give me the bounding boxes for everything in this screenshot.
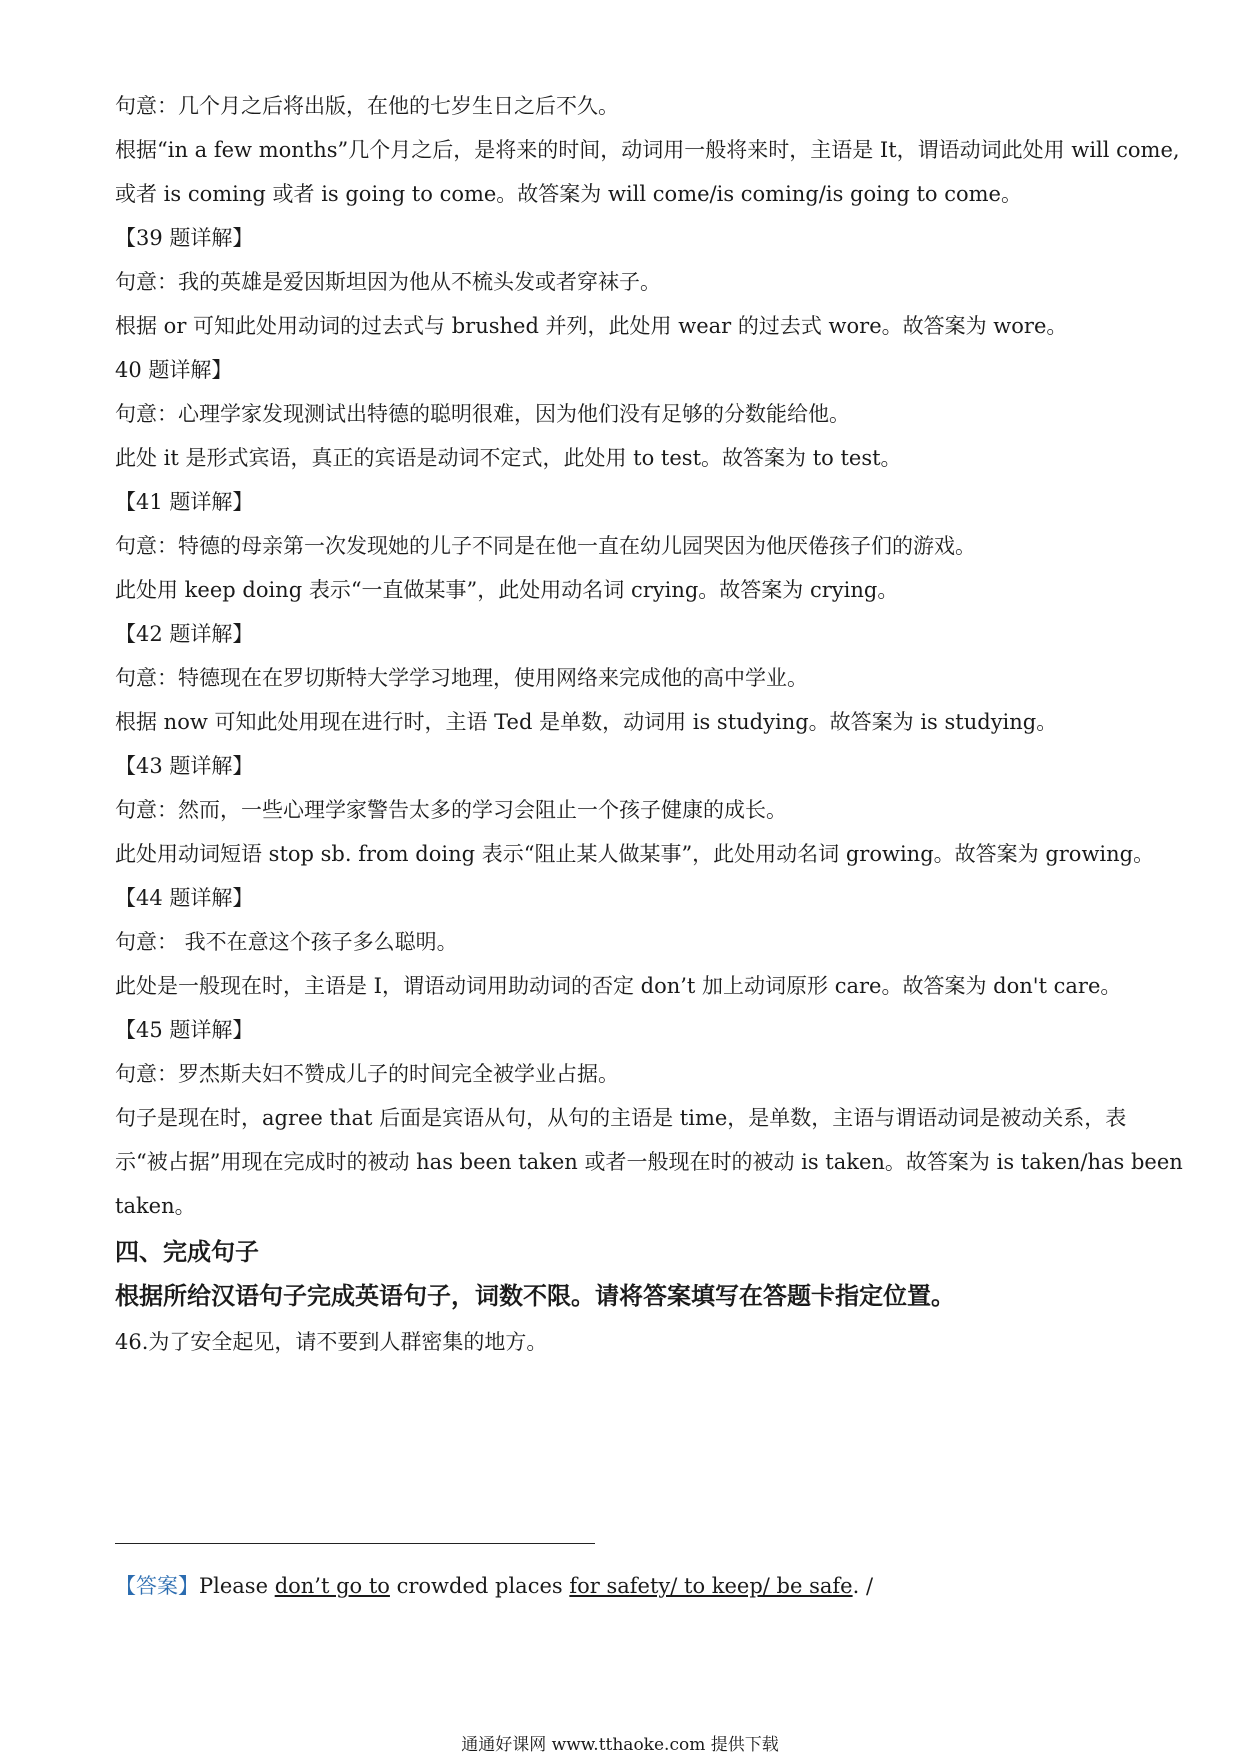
text-line: 根据 or 可知此处用动词的过去式与 brushed 并列，此处用 wear 的过去式 wore。故答案为 wore。 — [115, 314, 1068, 338]
text-line: 此处用动词短语 stop sb. from doing 表示“阻止某人做某事”，此处用动名词 growing。故答案为 growing。 — [115, 842, 1155, 866]
question-heading: 【43 题详解】 — [115, 754, 254, 778]
answer-text: Please — [199, 1574, 275, 1598]
answer-line — [115, 1572, 1145, 1600]
text-line: taken。 — [115, 1194, 196, 1218]
text-line: 句意：我的英雄是爱因斯坦因为他从不梳头发或者穿袜子。 — [115, 270, 661, 294]
section-instruction: 根据所给汉语句子完成英语句子，词数不限。请将答案填写在答题卡指定位置。 — [115, 1281, 955, 1310]
text-line: 根据“in a few months”几个月之后，是将来的时间，动词用一般将来时，主语是 It，谓语动词此处用 will come, — [115, 138, 1180, 162]
question-heading: 【42 题详解】 — [115, 622, 254, 646]
question-heading: 40 题详解】 — [115, 358, 233, 382]
text-line: 示“被占据”用现在完成时的被动 has been taken 或者一般现在时的被动 is taken。故答案为 is taken/has been — [115, 1150, 1183, 1174]
answer-text: crowded places — [389, 1574, 570, 1598]
answer-blank-line — [115, 1543, 595, 1544]
text-line: 句意：罗杰斯夫妇不赞成儿子的时间完全被学业占据。 — [115, 1062, 619, 1086]
answer-text: . / — [852, 1574, 874, 1598]
section-title: 四、完成句子 — [115, 1237, 259, 1266]
answer-underlined: for safety/ to keep/ be safe — [569, 1574, 853, 1598]
text-line: 句意： 我不在意这个孩子多么聪明。 — [115, 930, 458, 954]
question-heading: 【41 题详解】 — [115, 490, 254, 514]
text-line: 句意：几个月之后将出版，在他的七岁生日之后不久。 — [115, 94, 619, 118]
text-line: 此处是一般现在时，主语是 I，谓语动词用助动词的否定 don’t 加上动词原形 care。故答案为 don't care。 — [115, 974, 1122, 998]
text-line: 句子是现在时，agree that 后面是宾语从句，从句的主语是 time，是单数，主语与谓语动词是被动关系，表 — [115, 1106, 1127, 1130]
text-line: 根据 now 可知此处用现在进行时，主语 Ted 是单数，动词用 is studying。故答案为 is studying。 — [115, 710, 1058, 734]
text-line: 句意：然而，一些心理学家警告太多的学习会阻止一个孩子健康的成长。 — [115, 798, 787, 822]
text-line: 此处用 keep doing 表示“一直做某事”，此处用动名词 crying。故答案为 crying。 — [115, 578, 899, 602]
text-line: 句意：特德的母亲第一次发现她的儿子不同是在他一直在幼儿园哭因为他厌倦孩子们的游戏。 — [115, 534, 976, 558]
question-heading: 【45 题详解】 — [115, 1018, 254, 1042]
text-line: 或者 is coming 或者 is going to come。故答案为 will come/is coming/is going to come。 — [115, 182, 1022, 206]
answer-underlined: don’t go to — [274, 1574, 390, 1598]
text-line: 句意：心理学家发现测试出特德的聪明很难，因为他们没有足够的分数能给他。 — [115, 402, 850, 426]
text-line: 此处 it 是形式宾语，真正的宾语是动词不定式，此处用 to test。故答案为 to test。 — [115, 446, 902, 470]
question-text: 46.为了安全起见，请不要到人群密集的地方。 — [115, 1330, 548, 1354]
answer-label: 【答案】 — [115, 1574, 199, 1598]
question-heading: 【39 题详解】 — [115, 226, 254, 250]
question-heading: 【44 题详解】 — [115, 886, 254, 910]
page-footer: 通通好课网 www.tthaoke.com 提供下载 — [461, 1735, 779, 1755]
text-line: 句意：特德现在在罗切斯特大学学习地理，使用网络来完成他的高中学业。 — [115, 666, 808, 690]
